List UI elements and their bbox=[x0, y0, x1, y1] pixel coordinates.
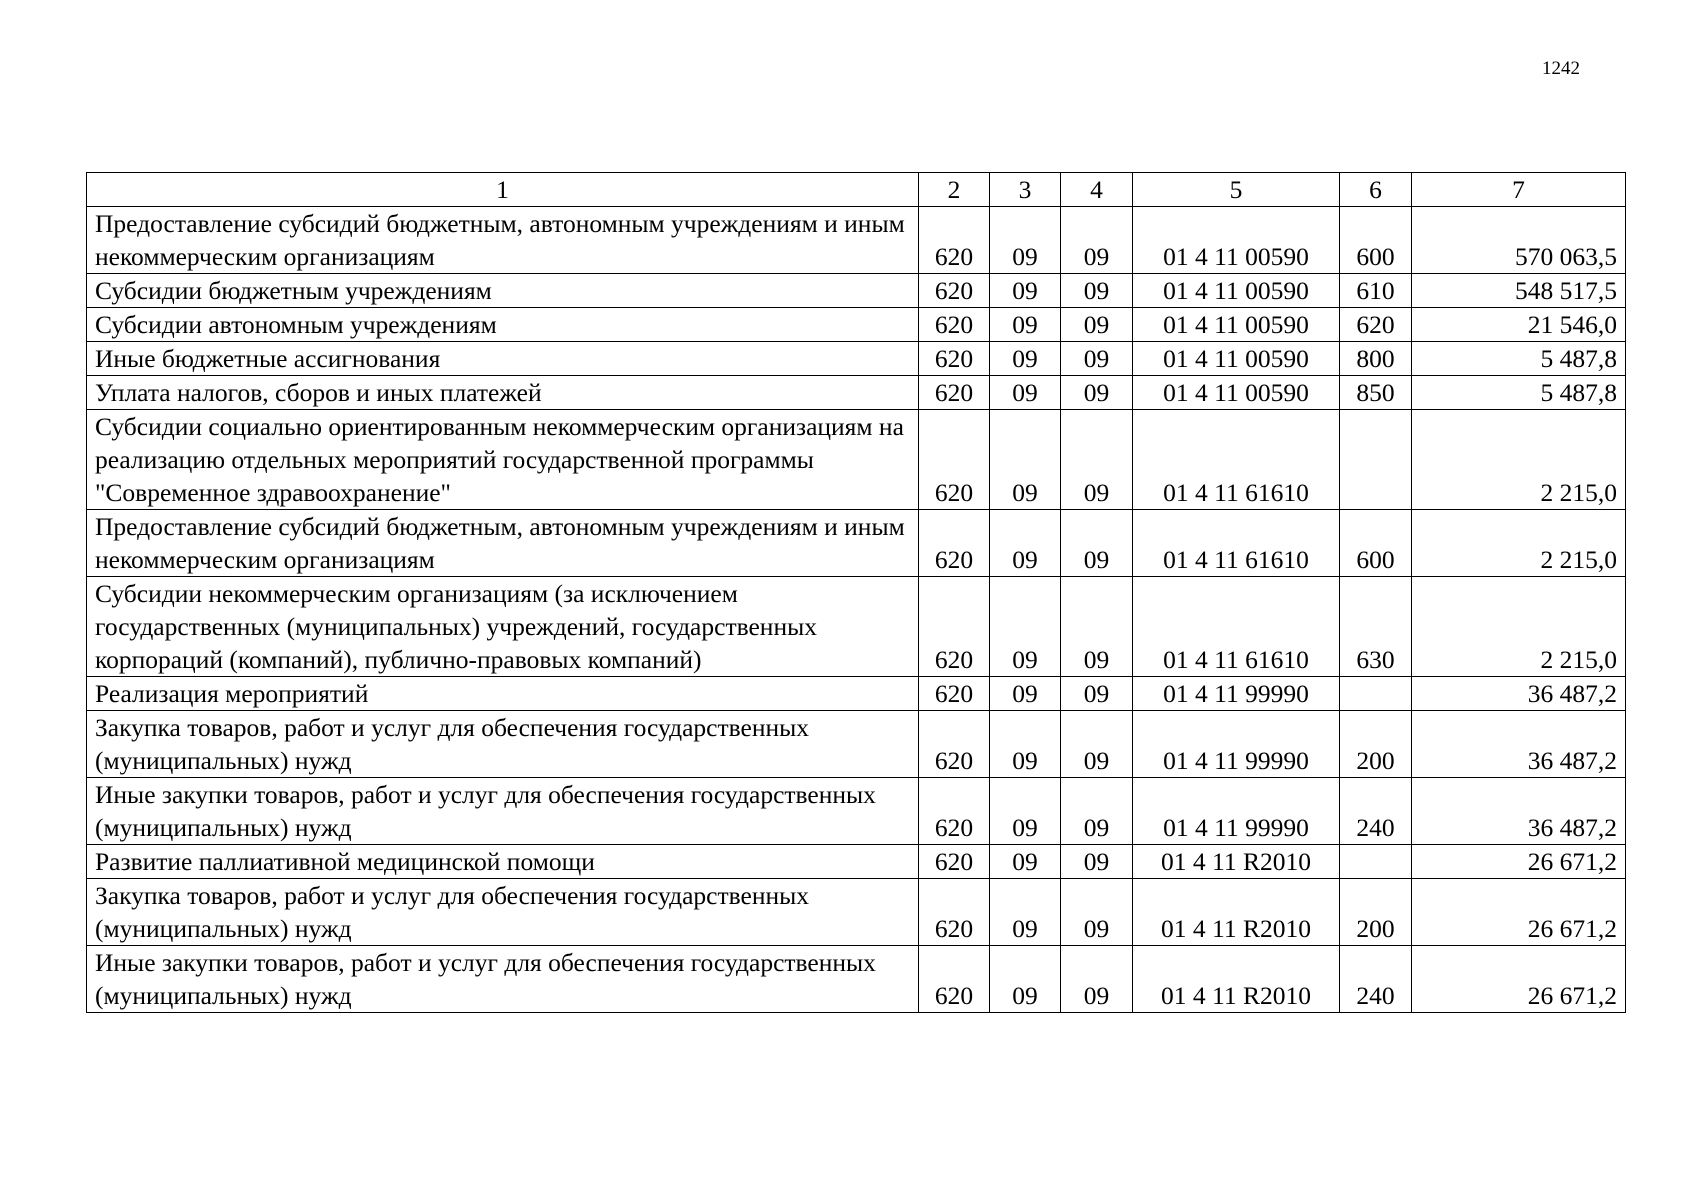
row-name-cell: Субсидии социально ориентированным некоммерческим организациям на реализацию отдельных мероприятий государственной программы "Современное здравоохранение" bbox=[87, 410, 919, 510]
table-row bbox=[87, 845, 1626, 879]
row-section-cell: 09 bbox=[990, 410, 1061, 510]
row-subsection-cell: 09 bbox=[1061, 274, 1133, 308]
row-target-article-cell: 01 4 11 00590 bbox=[1133, 274, 1340, 308]
row-amount-cell: 21 546,0 bbox=[1412, 308, 1626, 342]
row-section-cell: 09 bbox=[990, 376, 1061, 410]
row-target-article-cell: 01 4 11 R2010 bbox=[1133, 946, 1340, 1013]
row-amount-cell: 36 487,2 bbox=[1412, 677, 1626, 711]
row-amount-cell: 26 671,2 bbox=[1412, 946, 1626, 1013]
row-name-cell: Субсидии бюджетным учреждениям bbox=[87, 274, 919, 308]
row-expense-type-cell: 600 bbox=[1340, 510, 1412, 577]
row-subsection-cell: 09 bbox=[1061, 778, 1133, 845]
row-amount-cell: 36 487,2 bbox=[1412, 778, 1626, 845]
row-name-cell: Иные закупки товаров, работ и услуг для обеспечения государственных (муниципальных) нужд bbox=[87, 778, 919, 845]
row-amount-cell: 26 671,2 bbox=[1412, 879, 1626, 946]
row-name-cell: Иные бюджетные ассигнования bbox=[87, 342, 919, 376]
row-section-cell: 09 bbox=[990, 845, 1061, 879]
row-name-cell: Субсидии некоммерческим организациям (за исключением государственных (муниципальных) учреждений, государственных корпораций (компаний), публично-правовых компаний) bbox=[87, 577, 919, 677]
row-target-article-cell: 01 4 11 00590 bbox=[1133, 376, 1340, 410]
row-section-cell: 09 bbox=[990, 510, 1061, 577]
row-expense-type-cell bbox=[1340, 410, 1412, 510]
row-name-cell: Уплата налогов, сборов и иных платежей bbox=[87, 376, 919, 410]
row-target-article-cell: 01 4 11 61610 bbox=[1133, 510, 1340, 577]
row-subsection-cell: 09 bbox=[1061, 342, 1133, 376]
row-section-cell: 09 bbox=[990, 778, 1061, 845]
row-name-cell: Предоставление субсидий бюджетным, автономным учреждениям и иным некоммерческим организациям bbox=[87, 207, 919, 274]
row-section-cell: 09 bbox=[990, 577, 1061, 677]
row-target-article-cell: 01 4 11 R2010 bbox=[1133, 845, 1340, 879]
header-cell-2: 2 bbox=[919, 173, 990, 207]
table-row bbox=[87, 342, 1626, 376]
row-target-article-cell: 01 4 11 00590 bbox=[1133, 342, 1340, 376]
row-section-cell: 09 bbox=[990, 308, 1061, 342]
row-section-cell: 09 bbox=[990, 879, 1061, 946]
row-subsection-cell: 09 bbox=[1061, 677, 1133, 711]
row-subsection-cell: 09 bbox=[1061, 376, 1133, 410]
header-cell-6: 6 bbox=[1340, 173, 1412, 207]
row-target-article-cell: 01 4 11 99990 bbox=[1133, 711, 1340, 778]
table-row bbox=[87, 376, 1626, 410]
table-row bbox=[87, 577, 1626, 677]
row-name-cell: Реализация мероприятий bbox=[87, 677, 919, 711]
row-expense-type-cell bbox=[1340, 677, 1412, 711]
row-expense-type-cell: 200 bbox=[1340, 879, 1412, 946]
row-target-article-cell: 01 4 11 61610 bbox=[1133, 410, 1340, 510]
row-section-cell: 09 bbox=[990, 677, 1061, 711]
row-expense-type-cell: 200 bbox=[1340, 711, 1412, 778]
row-name-cell: Закупка товаров, работ и услуг для обеспечения государственных (муниципальных) нужд bbox=[87, 879, 919, 946]
row-section-cell: 09 bbox=[990, 274, 1061, 308]
row-grbs-cell: 620 bbox=[919, 778, 990, 845]
row-amount-cell: 2 215,0 bbox=[1412, 410, 1626, 510]
row-grbs-cell: 620 bbox=[919, 510, 990, 577]
row-amount-cell: 548 517,5 bbox=[1412, 274, 1626, 308]
row-expense-type-cell: 630 bbox=[1340, 577, 1412, 677]
row-grbs-cell: 620 bbox=[919, 410, 990, 510]
row-grbs-cell: 620 bbox=[919, 577, 990, 677]
row-grbs-cell: 620 bbox=[919, 274, 990, 308]
header-cell-3: 3 bbox=[990, 173, 1061, 207]
header-cell-4: 4 bbox=[1061, 173, 1133, 207]
row-subsection-cell: 09 bbox=[1061, 879, 1133, 946]
page-number: 1242 bbox=[1542, 58, 1580, 79]
row-target-article-cell: 01 4 11 99990 bbox=[1133, 778, 1340, 845]
row-grbs-cell: 620 bbox=[919, 677, 990, 711]
budget-table bbox=[86, 172, 1626, 1013]
row-grbs-cell: 620 bbox=[919, 376, 990, 410]
row-amount-cell: 26 671,2 bbox=[1412, 845, 1626, 879]
row-expense-type-cell: 240 bbox=[1340, 946, 1412, 1013]
row-section-cell: 09 bbox=[990, 342, 1061, 376]
row-target-article-cell: 01 4 11 61610 bbox=[1133, 577, 1340, 677]
table-row bbox=[87, 308, 1626, 342]
row-grbs-cell: 620 bbox=[919, 207, 990, 274]
row-subsection-cell: 09 bbox=[1061, 410, 1133, 510]
table-row bbox=[87, 711, 1626, 778]
row-expense-type-cell: 850 bbox=[1340, 376, 1412, 410]
row-target-article-cell: 01 4 11 00590 bbox=[1133, 308, 1340, 342]
row-subsection-cell: 09 bbox=[1061, 711, 1133, 778]
header-cell-7: 7 bbox=[1412, 173, 1626, 207]
row-expense-type-cell: 800 bbox=[1340, 342, 1412, 376]
row-amount-cell: 2 215,0 bbox=[1412, 510, 1626, 577]
row-expense-type-cell bbox=[1340, 845, 1412, 879]
row-subsection-cell: 09 bbox=[1061, 845, 1133, 879]
row-section-cell: 09 bbox=[990, 207, 1061, 274]
row-subsection-cell: 09 bbox=[1061, 308, 1133, 342]
table-row bbox=[87, 677, 1626, 711]
row-grbs-cell: 620 bbox=[919, 711, 990, 778]
row-name-cell: Развитие паллиативной медицинской помощи bbox=[87, 845, 919, 879]
row-amount-cell: 2 215,0 bbox=[1412, 577, 1626, 677]
row-grbs-cell: 620 bbox=[919, 879, 990, 946]
row-name-cell: Предоставление субсидий бюджетным, автономным учреждениям и иным некоммерческим организациям bbox=[87, 510, 919, 577]
table-row bbox=[87, 207, 1626, 274]
row-name-cell: Закупка товаров, работ и услуг для обеспечения государственных (муниципальных) нужд bbox=[87, 711, 919, 778]
row-target-article-cell: 01 4 11 00590 bbox=[1133, 207, 1340, 274]
row-name-cell: Иные закупки товаров, работ и услуг для обеспечения государственных (муниципальных) нужд bbox=[87, 946, 919, 1013]
row-expense-type-cell: 600 bbox=[1340, 207, 1412, 274]
row-expense-type-cell: 610 bbox=[1340, 274, 1412, 308]
table-body bbox=[87, 207, 1626, 1013]
row-grbs-cell: 620 bbox=[919, 342, 990, 376]
row-section-cell: 09 bbox=[990, 711, 1061, 778]
row-subsection-cell: 09 bbox=[1061, 946, 1133, 1013]
row-section-cell: 09 bbox=[990, 946, 1061, 1013]
header-cell-5: 5 bbox=[1133, 173, 1340, 207]
table-row bbox=[87, 946, 1626, 1013]
row-subsection-cell: 09 bbox=[1061, 577, 1133, 677]
row-subsection-cell: 09 bbox=[1061, 510, 1133, 577]
header-row bbox=[87, 173, 1626, 207]
row-grbs-cell: 620 bbox=[919, 308, 990, 342]
row-amount-cell: 570 063,5 bbox=[1412, 207, 1626, 274]
table-row bbox=[87, 778, 1626, 845]
row-grbs-cell: 620 bbox=[919, 845, 990, 879]
header-cell-1: 1 bbox=[87, 173, 919, 207]
table-row bbox=[87, 410, 1626, 510]
table-row bbox=[87, 274, 1626, 308]
table-row bbox=[87, 879, 1626, 946]
row-subsection-cell: 09 bbox=[1061, 207, 1133, 274]
table-row bbox=[87, 510, 1626, 577]
row-expense-type-cell: 620 bbox=[1340, 308, 1412, 342]
row-amount-cell: 5 487,8 bbox=[1412, 376, 1626, 410]
row-amount-cell: 36 487,2 bbox=[1412, 711, 1626, 778]
row-grbs-cell: 620 bbox=[919, 946, 990, 1013]
row-target-article-cell: 01 4 11 R2010 bbox=[1133, 879, 1340, 946]
row-expense-type-cell: 240 bbox=[1340, 778, 1412, 845]
row-amount-cell: 5 487,8 bbox=[1412, 342, 1626, 376]
row-name-cell: Субсидии автономным учреждениям bbox=[87, 308, 919, 342]
row-target-article-cell: 01 4 11 99990 bbox=[1133, 677, 1340, 711]
